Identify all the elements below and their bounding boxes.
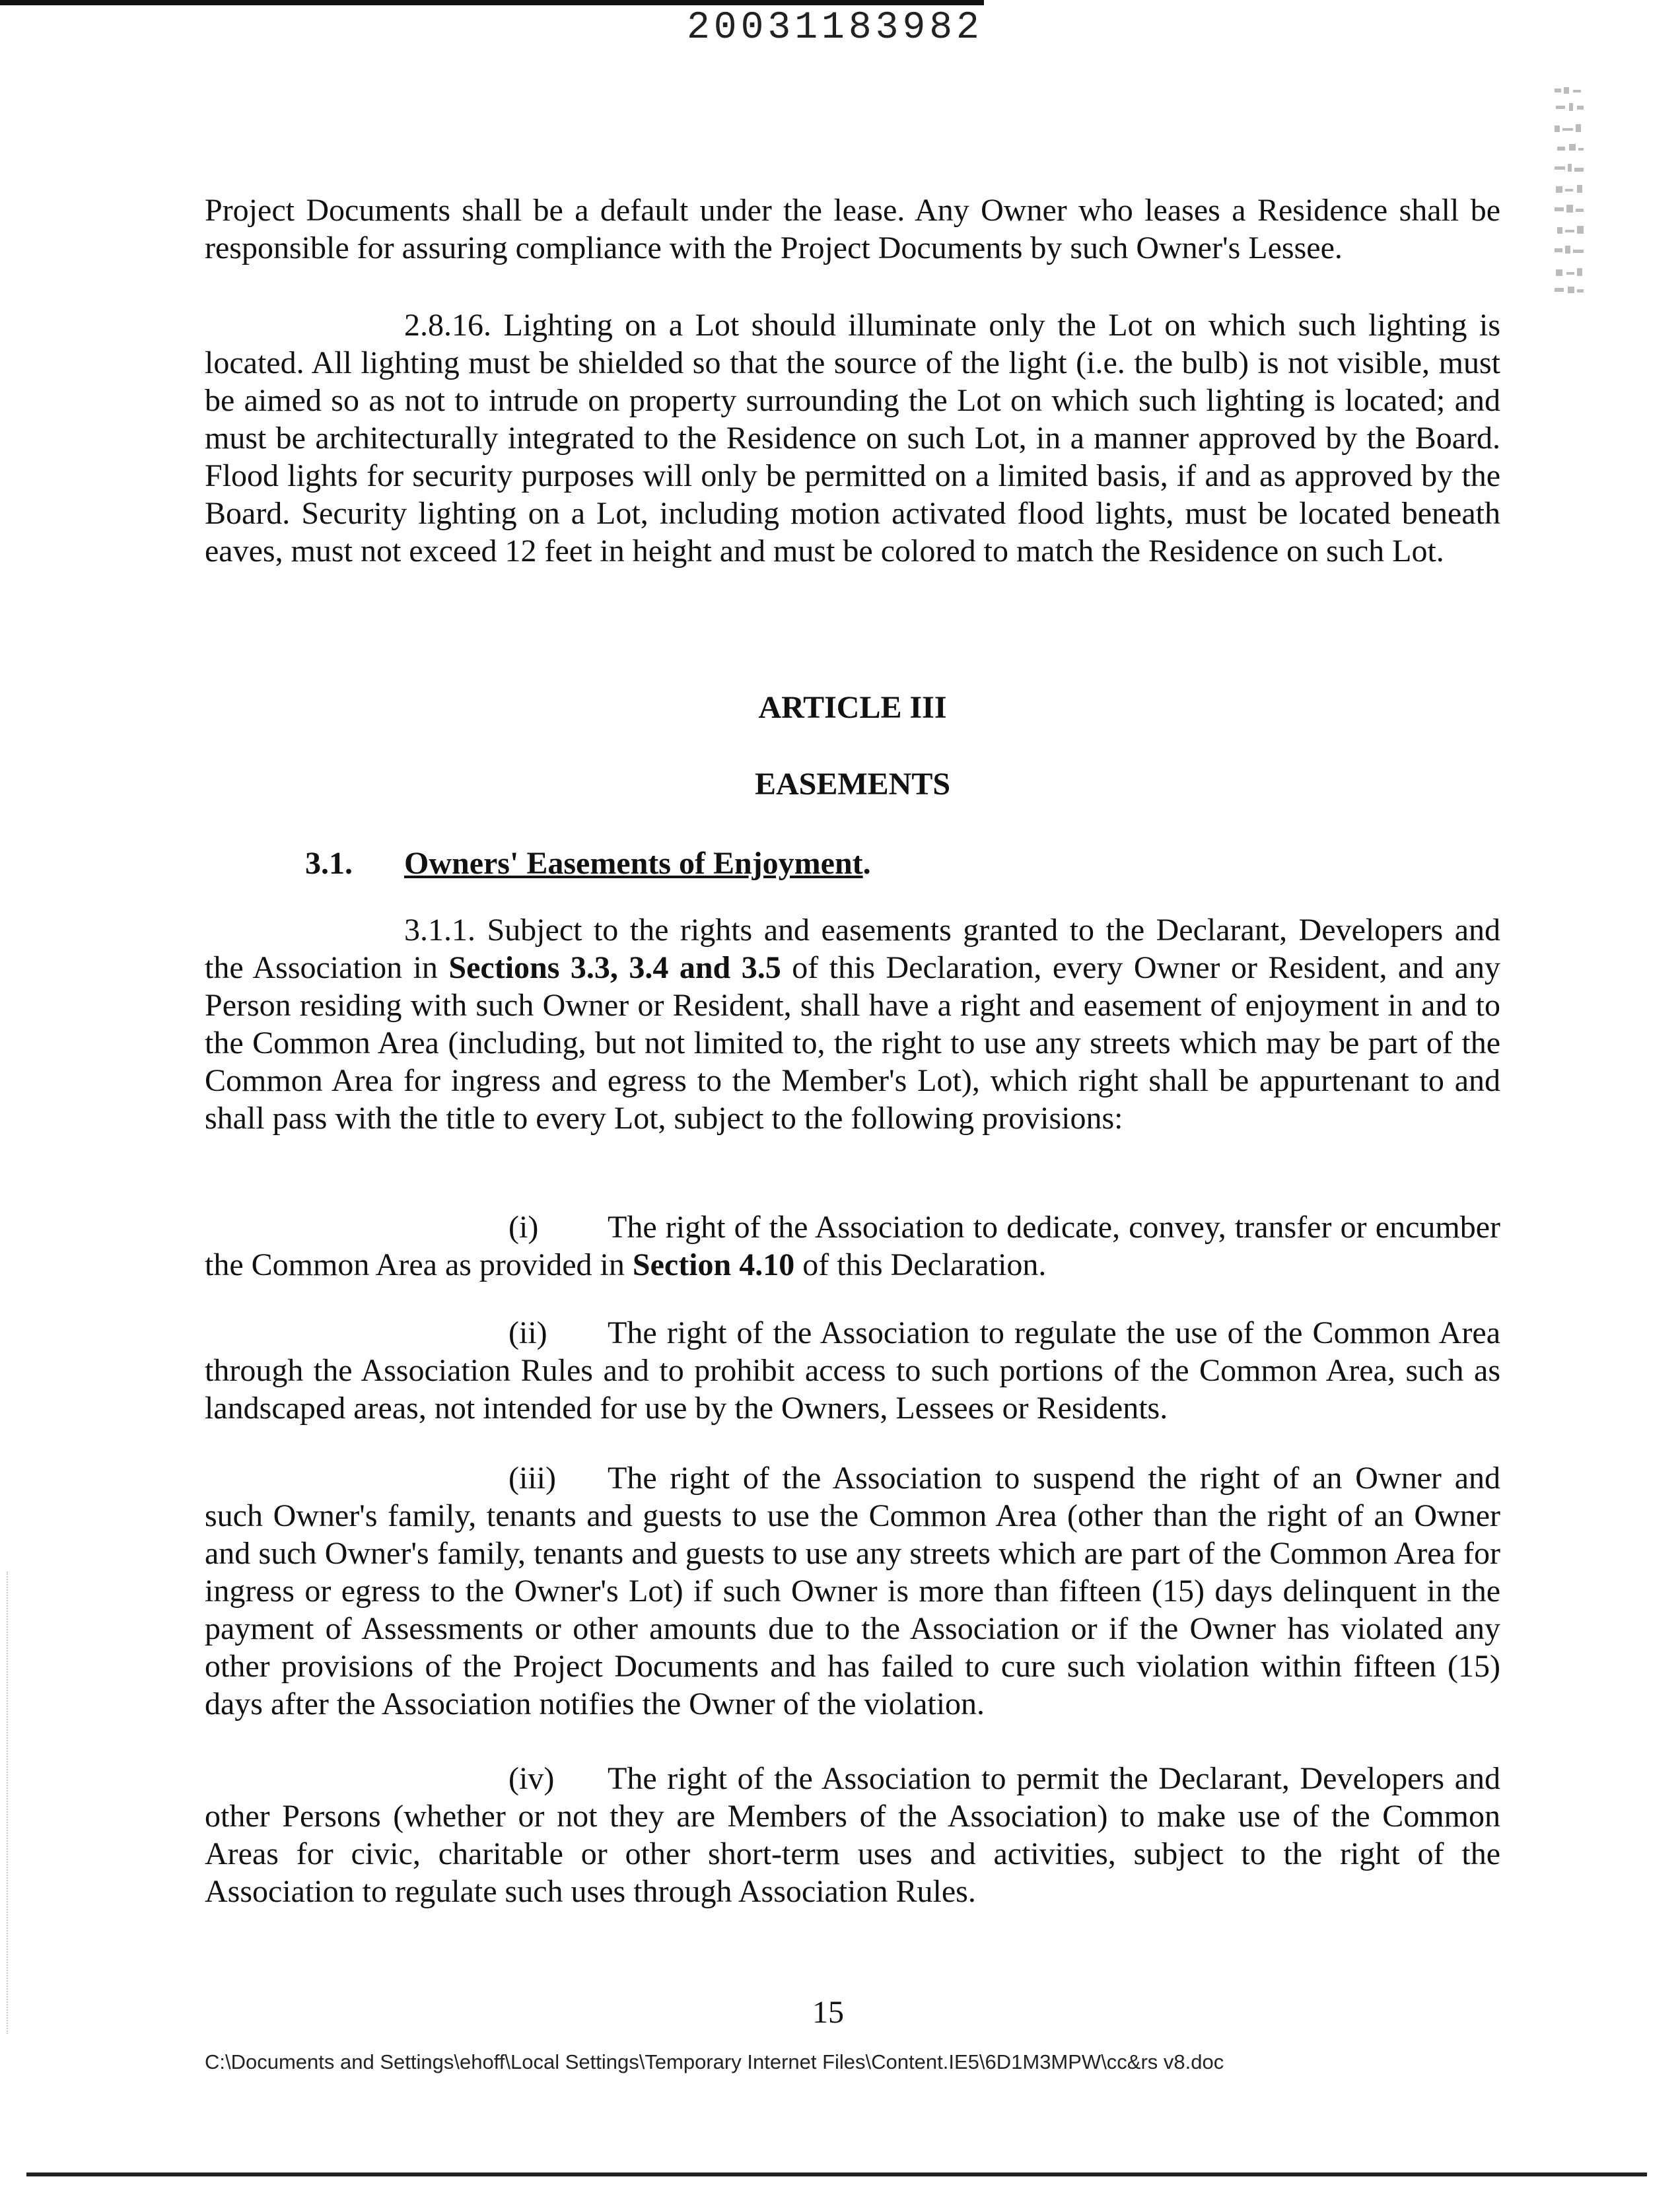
- p311-part2: of this Declaration, every Owner or Resident, and any Person residing with such Owner or Resident, shall have a right and easement of enjoyment in and to the Common Area (including, but not limited to, the right to use any streets which may be part of the Common Area for ingress and egress to the Member's Lot), which right shall be appurtenant to and shall pass with the title to every Lot, subject to the following provisions:: [205, 950, 1501, 1136]
- article-title: EASEMENTS: [754, 767, 951, 802]
- provision-ii-text: The right of the Association to regulate the use of the Common Area through the Association Rules and to prohibit access to such portions of the Common Area, such as landscaped areas, not intended for use by the Owners, Lessees or Residents.: [205, 1315, 1500, 1426]
- margin-scan-dots: [7, 1572, 11, 2034]
- paragraph-2-8-16: 2.8.16. Lighting on a Lot should illuminate only the Lot on which such lighting is located. All lighting must be shielded so that the source of the light (i.e. the bulb) is not visible, must be aimed so as not to intrude on property surrounding the Lot on which such lighting is located; and must be architecturally integrated to the Residence on such Lot, in a manner approved by the Board. Flood lights for security purposes will only be permitted on a limited basis, if and as approved by the Board. Security lighting on a Lot, including motion activated flood lights, must be located beneath eaves, must not exceed 12 feet in height and must be colored to match the Residence on such Lot.: [205, 308, 1500, 569]
- provision-iv-label: (iv): [508, 1761, 555, 1796]
- bottom-rule: [26, 2172, 1647, 2176]
- provision-i-text2: of this Declaration.: [794, 1247, 1047, 1282]
- article-number: ARTICLE III: [758, 690, 947, 725]
- document-number: 20031183982: [687, 7, 983, 50]
- provision-iii-text: The right of the Association to suspend the right of an Owner and such Owner's family, tenants and guests to use the Common Area (other than the right of an Owner and such Owner's family, tenants and guests to use any streets which are part of the Common Area for ingress or egress to the Owner's Lot) if such Owner is more than fifteen (15) days delinquent in the payment of Assessments or other amounts due to the Association or if the Owner has violated any other provisions of the Project Documents and has failed to cure such violation within fifteen (15) days after the Association notifies the Owner of the violation.: [205, 1461, 1500, 1721]
- section-number: 3.1.: [305, 846, 353, 881]
- paragraph-3-1-1: [205, 911, 1500, 1137]
- section-title: Owners' Easements of Enjoyment: [404, 846, 863, 881]
- provision-iii-label: (iii): [508, 1461, 556, 1496]
- provision-iv: [205, 1760, 1500, 1910]
- provision-ii-label: (ii): [508, 1315, 547, 1350]
- provision-ii: [205, 1314, 1500, 1427]
- provision-i-bold: Section 4.10: [632, 1247, 795, 1282]
- paragraph-lease-default: Project Documents shall be a default under the lease. Any Owner who leases a Residence shall be responsible for assuring compliance with the Project Documents by such Owner's Lessee.: [205, 193, 1500, 265]
- p311-part1: 3.1.1. Subject to the rights and easements granted to the Declarant, Developers and the Association in: [205, 913, 1500, 985]
- section-3-1-heading: [305, 845, 871, 882]
- footer-file-path: C:\Documents and Settings\ehoff\Local Settings\Temporary Internet Files\Content.IE5\6D1M3MPW\cc&rs v8.doc: [205, 2050, 1224, 2073]
- provision-i-label: (i): [508, 1210, 539, 1245]
- page-number: 15: [812, 1995, 844, 2030]
- section-title-period: .: [862, 846, 871, 881]
- provision-iv-text: The right of the Association to permit the Declarant, Developers and other Persons (whether or not they are Members of the Association) to make use of the Common Areas for civic, charitable or other short-term uses and activities, subject to the right of the Association to regulate such uses through Association Rules.: [205, 1761, 1500, 1909]
- provision-iii: [205, 1459, 1500, 1723]
- provision-i: [205, 1208, 1500, 1284]
- p311-bold-sections: Sections 3.3, 3.4 and 3.5: [448, 950, 781, 985]
- top-rule: [0, 0, 984, 5]
- recording-stamp-icon: [1553, 86, 1588, 297]
- provision-i-text1: The right of the Association to dedicate, convey, transfer or encumber the Common Area as provided in: [205, 1210, 1500, 1282]
